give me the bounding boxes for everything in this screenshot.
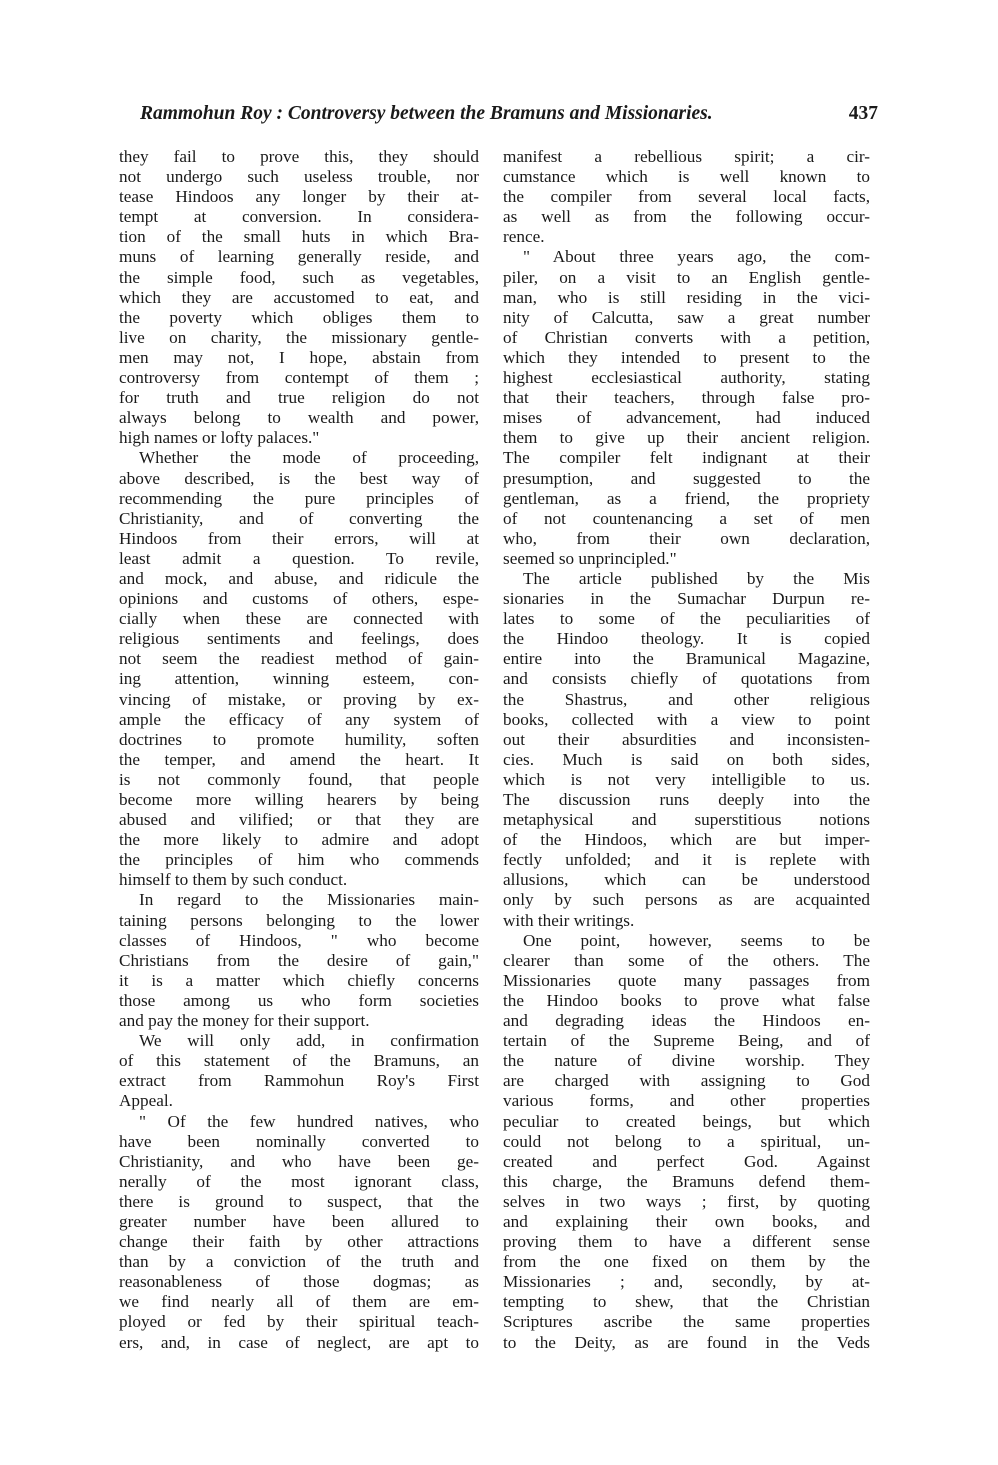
text-line: which they intended to present to the [503, 347, 870, 367]
text-line: this charge, the Bramuns defend them- [503, 1171, 870, 1191]
text-line: classes of Hindoos, " who become [119, 930, 479, 950]
text-line: various forms, and other properties [503, 1091, 870, 1111]
text-line: books, collected with a view to point [503, 709, 870, 729]
running-header [140, 103, 878, 135]
text-line: The compiler felt indignant at their [503, 448, 870, 468]
text-line: and pay the money for their support. [119, 1011, 370, 1031]
text-line: they fail to prove this, they should [119, 147, 479, 166]
text-line: of the Hindoos, which are but imper- [503, 830, 870, 850]
text-line: gentleman, as a friend, the propriety [503, 488, 870, 508]
text-line: allusions, which can be understood [503, 870, 870, 890]
text-line: the simple food, such as vegetables, [119, 267, 479, 287]
text-line: nity of Calcutta, saw a great number [503, 307, 870, 327]
text-line: In regard to the Missionaries main- [139, 890, 479, 910]
text-line: of this statement of the Bramuns, an [119, 1051, 479, 1071]
text-line: manifest a rebellious spirit; a cir- [503, 147, 870, 166]
text-line: there is ground to suspect, that the [119, 1191, 479, 1211]
text-line: Whether the mode of proceeding, [139, 448, 479, 468]
text-line: selves in two ways ; first, by quoting [503, 1191, 870, 1211]
text-line: the more likely to admire and adopt [119, 830, 479, 850]
text-line: tempt at conversion. In considera- [119, 207, 479, 227]
left-column [119, 147, 479, 1353]
text-line: ing attention, winning esteem, con- [119, 669, 479, 689]
text-line: tempting to shew, that the Christian [503, 1292, 870, 1312]
text-line: the Shastrus, and other religious [503, 689, 870, 709]
text-line: change their faith by other attractions [119, 1232, 479, 1252]
text-line: entire into the Bramunical Magazine, [503, 649, 870, 669]
text-line: is not commonly found, that people [119, 769, 479, 789]
running-title: Rammohun Roy : Controversy between the Bramuns and Missionaries. [140, 103, 713, 124]
text-line: seemed so unprincipled." [503, 548, 677, 568]
text-line: them to give up their ancient religion. [503, 428, 870, 448]
text-line: cies. Much is said on both sides, [503, 749, 870, 769]
text-line: vincing of mistake, or proving by ex- [119, 689, 479, 709]
text-line: could not belong to a spiritual, un- [503, 1131, 870, 1151]
text-line: least admit a question. To revile, [119, 548, 479, 568]
text-line: " Of the few hundred natives, who [139, 1111, 479, 1131]
text-line: to the Deity, as are found in the Veds [503, 1332, 870, 1352]
text-line: tease Hindoos any longer by their at- [119, 187, 479, 207]
text-line: those among us who form societies [119, 990, 479, 1010]
text-line: only by such persons as are acquainted [503, 890, 870, 910]
text-line: ample the efficacy of any system of [119, 709, 479, 729]
text-line: Scriptures ascribe the same properties [503, 1312, 870, 1332]
text-line: nerally of the most ignorant class, [119, 1171, 479, 1191]
text-line: tertain of the Supreme Being, and of [503, 1031, 870, 1051]
text-line: created and perfect God. Against [503, 1151, 870, 1171]
text-line: the principles of him who commends [119, 850, 479, 870]
text-line: and degrading ideas the Hindoos en- [503, 1011, 870, 1031]
text-line: religious sentiments and feelings, does [119, 629, 479, 649]
text-line: of Christian converts with a petition, [503, 327, 870, 347]
text-line: out their absurdities and inconsisten- [503, 729, 870, 749]
text-line: abused and vilified; or that they are [119, 810, 479, 830]
text-line: for truth and true religion do not [119, 388, 479, 408]
text-line: The article published by the Mis [523, 568, 870, 588]
text-line: that their teachers, through false pro- [503, 388, 870, 408]
right-column [503, 147, 870, 1353]
text-line: tion of the small huts in which Bra- [119, 227, 479, 247]
text-line: peculiar to created beings, but which [503, 1111, 870, 1131]
text-line: of not countenancing a set of men [503, 508, 870, 528]
text-line: proving them to have a different sense [503, 1232, 870, 1252]
text-line: than by a conviction of the truth and [119, 1252, 479, 1272]
text-line: have been nominally converted to [119, 1131, 479, 1151]
text-line: the Hindoo theology. It is copied [503, 629, 870, 649]
text-line: the Hindoo books to prove what false [503, 990, 870, 1010]
text-line: sionaries in the Sumachar Durpun re- [503, 589, 870, 609]
text-line: lates to some of the peculiarities of [503, 609, 870, 629]
text-line: we find nearly all of them are em- [119, 1292, 479, 1312]
text-line: man, who is still residing in the vici- [503, 287, 870, 307]
text-line: opinions and customs of others, espe- [119, 589, 479, 609]
text-line: as well as from the following occur- [503, 207, 870, 227]
text-line: Appeal. [119, 1091, 173, 1111]
text-line: and consists chiefly of quotations from [503, 669, 870, 689]
text-line: and mock, and abuse, and ridicule the [119, 568, 479, 588]
text-line: " About three years ago, the com- [523, 247, 870, 267]
text-line: presumption, and suggested to the [503, 468, 870, 488]
text-line: become more willing hearers by being [119, 790, 479, 809]
text-line: metaphysical and superstitious notions [503, 810, 870, 830]
text-line: doctrines to promote humility, soften [119, 729, 479, 749]
text-line: Christianity, and who have been ge- [119, 1151, 479, 1171]
text-line: the nature of divine worship. They [503, 1051, 870, 1071]
text-line: Hindoos from their errors, will at [119, 528, 479, 548]
text-line: rence. [503, 227, 545, 247]
text-line: which they are accustomed to eat, and [119, 287, 479, 307]
text-line: greater number have been allured to [119, 1211, 479, 1231]
text-line: are charged with assigning to God [503, 1071, 870, 1091]
text-line: the temper, and amend the heart. It [119, 749, 479, 769]
text-line: live on charity, the missionary gentle- [119, 327, 479, 347]
text-line: fectly unfolded; and it is replete with [503, 850, 870, 870]
text-line: who, from their own declaration, [503, 528, 870, 548]
text-line: with their writings. [503, 910, 635, 930]
text-line: not undergo such useless trouble, nor [119, 167, 479, 187]
text-line: the compiler from several local facts, [503, 187, 870, 207]
text-line: cially when these are connected with [119, 609, 479, 629]
text-line: extract from Rammohun Roy's First [119, 1071, 479, 1091]
text-line: Christianity, and of converting the [119, 508, 479, 528]
text-line: Christians from the desire of gain," [119, 950, 479, 970]
text-line: highest ecclesiastical authority, stating [503, 368, 870, 388]
text-line: men may not, I hope, abstain from [119, 347, 479, 367]
text-line: it is a matter which chiefly concerns [119, 970, 479, 990]
text-line: Missionaries ; and, secondly, by at- [503, 1272, 870, 1292]
text-line: One point, however, seems to be [523, 930, 870, 950]
text-line: The discussion runs deeply into the [503, 790, 870, 809]
text-line: himself to them by such conduct. [119, 870, 348, 890]
text-line: piler, on a visit to an English gentle- [503, 267, 870, 287]
text-line: cumstance which is well known to [503, 167, 870, 187]
text-line: We will only add, in confirmation [139, 1031, 479, 1051]
text-line: from the one fixed on them by the [503, 1252, 870, 1272]
text-line: reasonableness of those dogmas; as [119, 1272, 479, 1292]
text-line: the poverty which obliges them to [119, 307, 479, 327]
text-line: recommending the pure principles of [119, 488, 479, 508]
text-line: always belong to wealth and power, [119, 408, 479, 428]
text-line: above described, is the best way of [119, 468, 479, 488]
text-line: and explaining their own books, and [503, 1211, 870, 1231]
text-line: ers, and, in case of neglect, are apt to [119, 1332, 479, 1352]
text-line: high names or lofty palaces." [119, 428, 320, 448]
page-number: 437 [848, 103, 878, 124]
text-line: not seem the readiest method of gain- [119, 649, 479, 669]
text-line: controversy from contempt of them ; [119, 368, 479, 388]
text-line: taining persons belonging to the lower [119, 910, 479, 930]
text-line: clearer than some of the others. The [503, 950, 870, 970]
text-line: mises of advancement, had induced [503, 408, 870, 428]
text-line: which is not very intelligible to us. [503, 769, 870, 789]
text-line: muns of learning generally reside, and [119, 247, 479, 267]
text-line: ployed or fed by their spiritual teach- [119, 1312, 479, 1332]
text-line: Missionaries quote many passages from [503, 970, 870, 990]
